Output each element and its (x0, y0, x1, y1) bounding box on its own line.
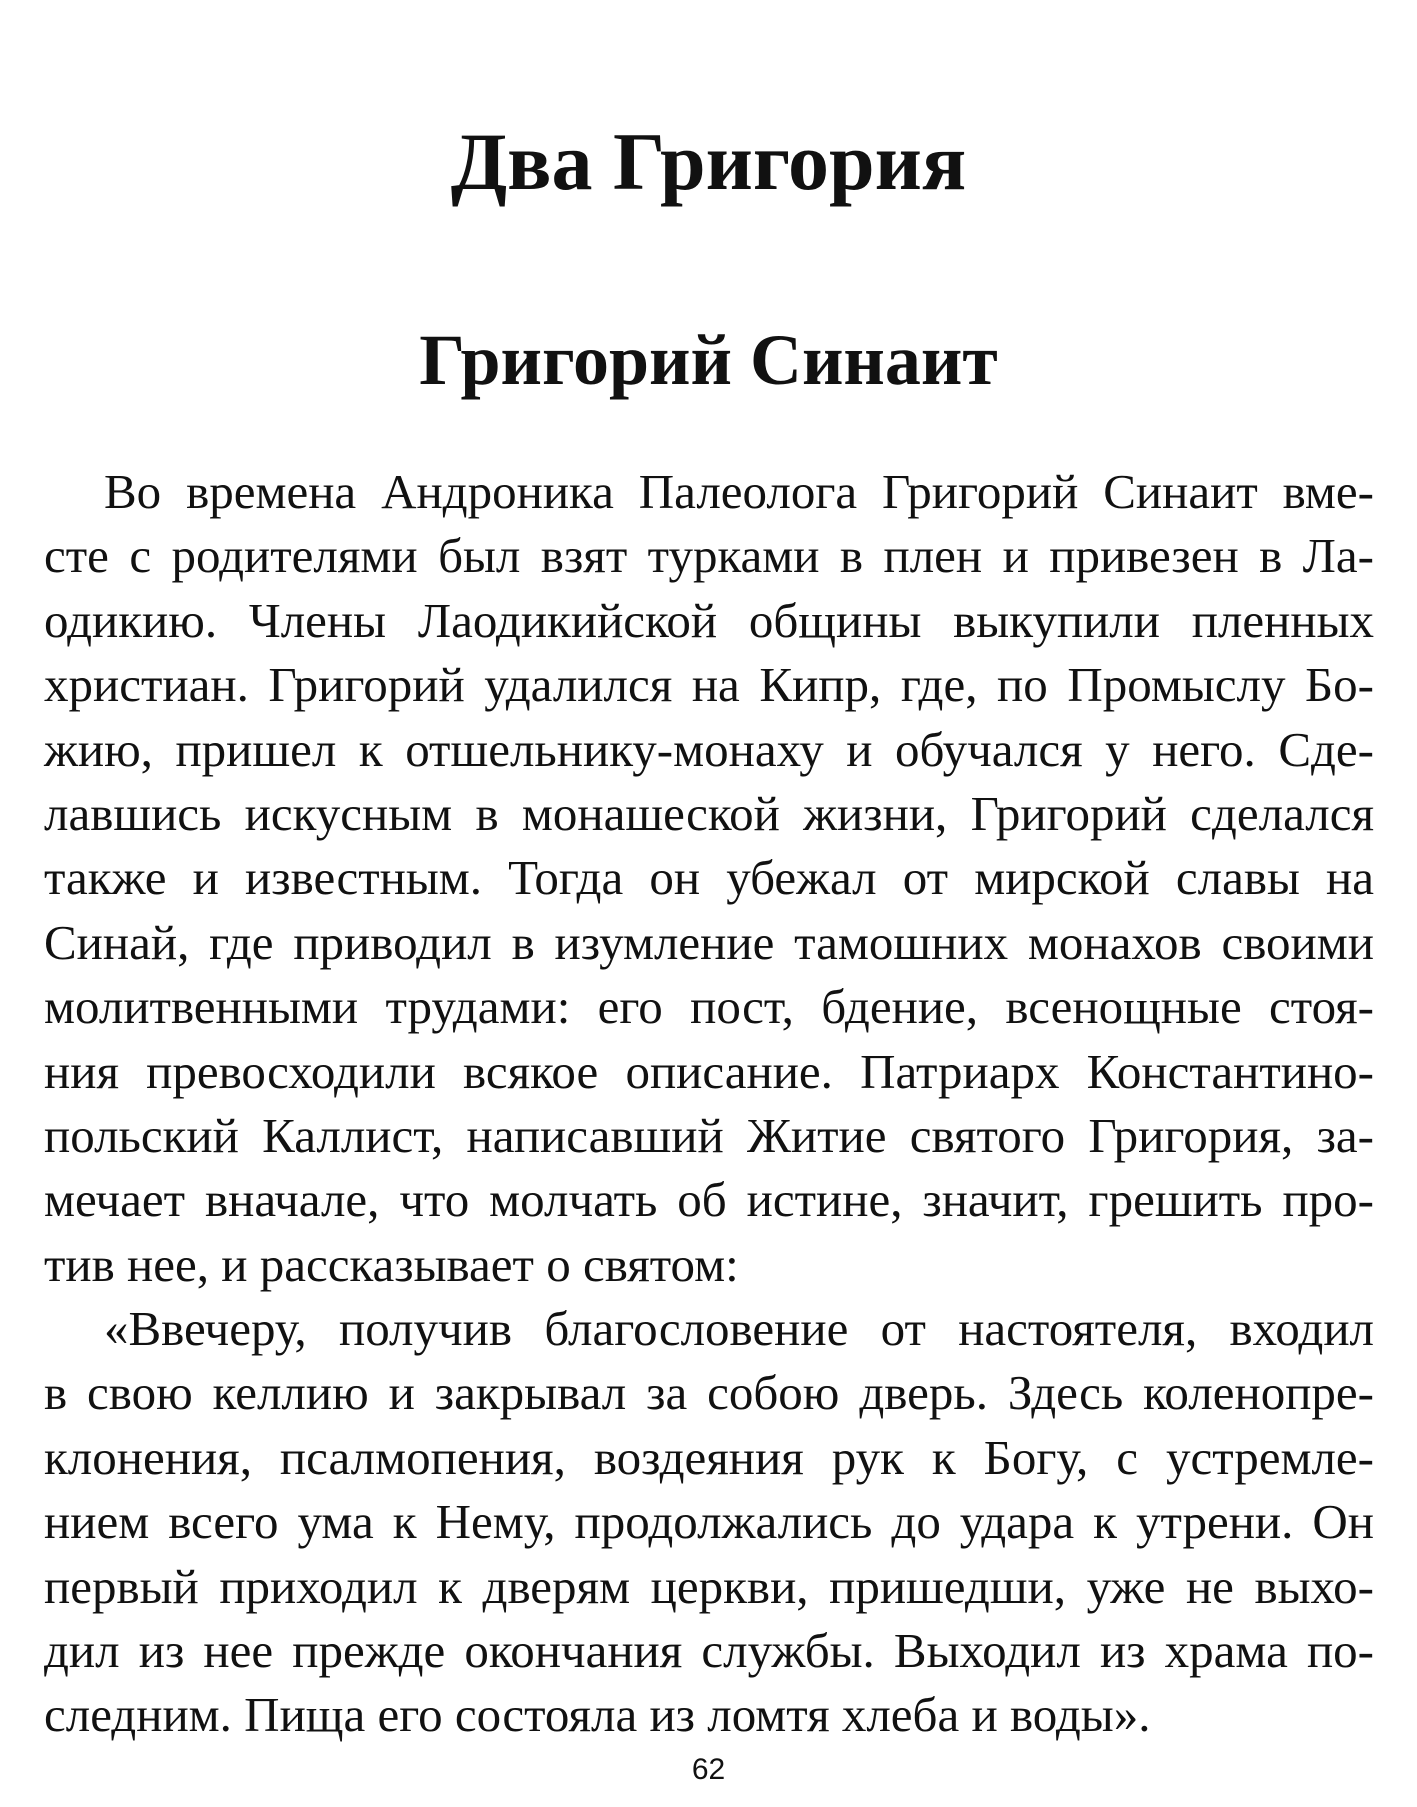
text-line: тив нее, и рассказывает о святом: (44, 1236, 739, 1292)
text-line: следним. Пища его состояла из ломтя хлеба и воды». (44, 1687, 1151, 1743)
text-line: нием всего ума к Нему, продолжались до удара к утрени. Он (44, 1494, 1374, 1550)
text-line: сте с родителями был взят турками в плен и привезен в Ла- (44, 528, 1374, 584)
paragraph (44, 460, 1374, 1297)
text-line: христиан. Григорий удалился на Кипр, где, по Промыслу Бо- (44, 657, 1374, 713)
text-line: в свою келлию и закрывал за собою дверь. Здесь коленопре- (44, 1365, 1374, 1421)
text-line: дил из нее прежде окончания службы. Выходил из храма по- (44, 1623, 1374, 1679)
text-line: жию, пришел к отшельнику-монаху и обучался у него. Сде- (44, 721, 1374, 777)
text-line: Во времена Андроника Палеолога Григорий Синаит вме- (104, 464, 1374, 519)
text-line: клонения, псалмопения, воздеяния рук к Богу, с устремле- (44, 1429, 1374, 1485)
text-line: польский Каллист, написавший Житие святого Григория, за- (44, 1107, 1374, 1163)
text-line: ния превосходили всякое описание. Патриарх Константино- (44, 1043, 1374, 1099)
book-title: Два Григория (450, 116, 967, 207)
text-line: также и известным. Тогда он убежал от мирской славы на (44, 850, 1374, 906)
text-line: «Ввечеру, получив благословение от настоятеля, входил (104, 1301, 1374, 1357)
text-line: мечает вначале, что молчать об истине, значит, грешить про- (44, 1172, 1374, 1228)
page-number: 62 (691, 1753, 726, 1786)
text-line: первый приходил к дверям церкви, пришедши, уже не выхо- (44, 1558, 1374, 1614)
text-line: Синай, где приводил в изумление тамошних монахов своими (44, 914, 1374, 970)
text-line: молитвенными трудами: его пост, бдение, всенощные стоя- (44, 979, 1374, 1035)
body-text (44, 460, 1374, 1748)
text-line: лавшись искусным в монашеской жизни, Григорий сделался (44, 785, 1374, 841)
text-line: одикию. Члены Лаодикийской общины выкупили пленных (44, 592, 1374, 648)
paragraph (44, 1297, 1374, 1748)
chapter-title: Григорий Синаит (419, 320, 998, 400)
